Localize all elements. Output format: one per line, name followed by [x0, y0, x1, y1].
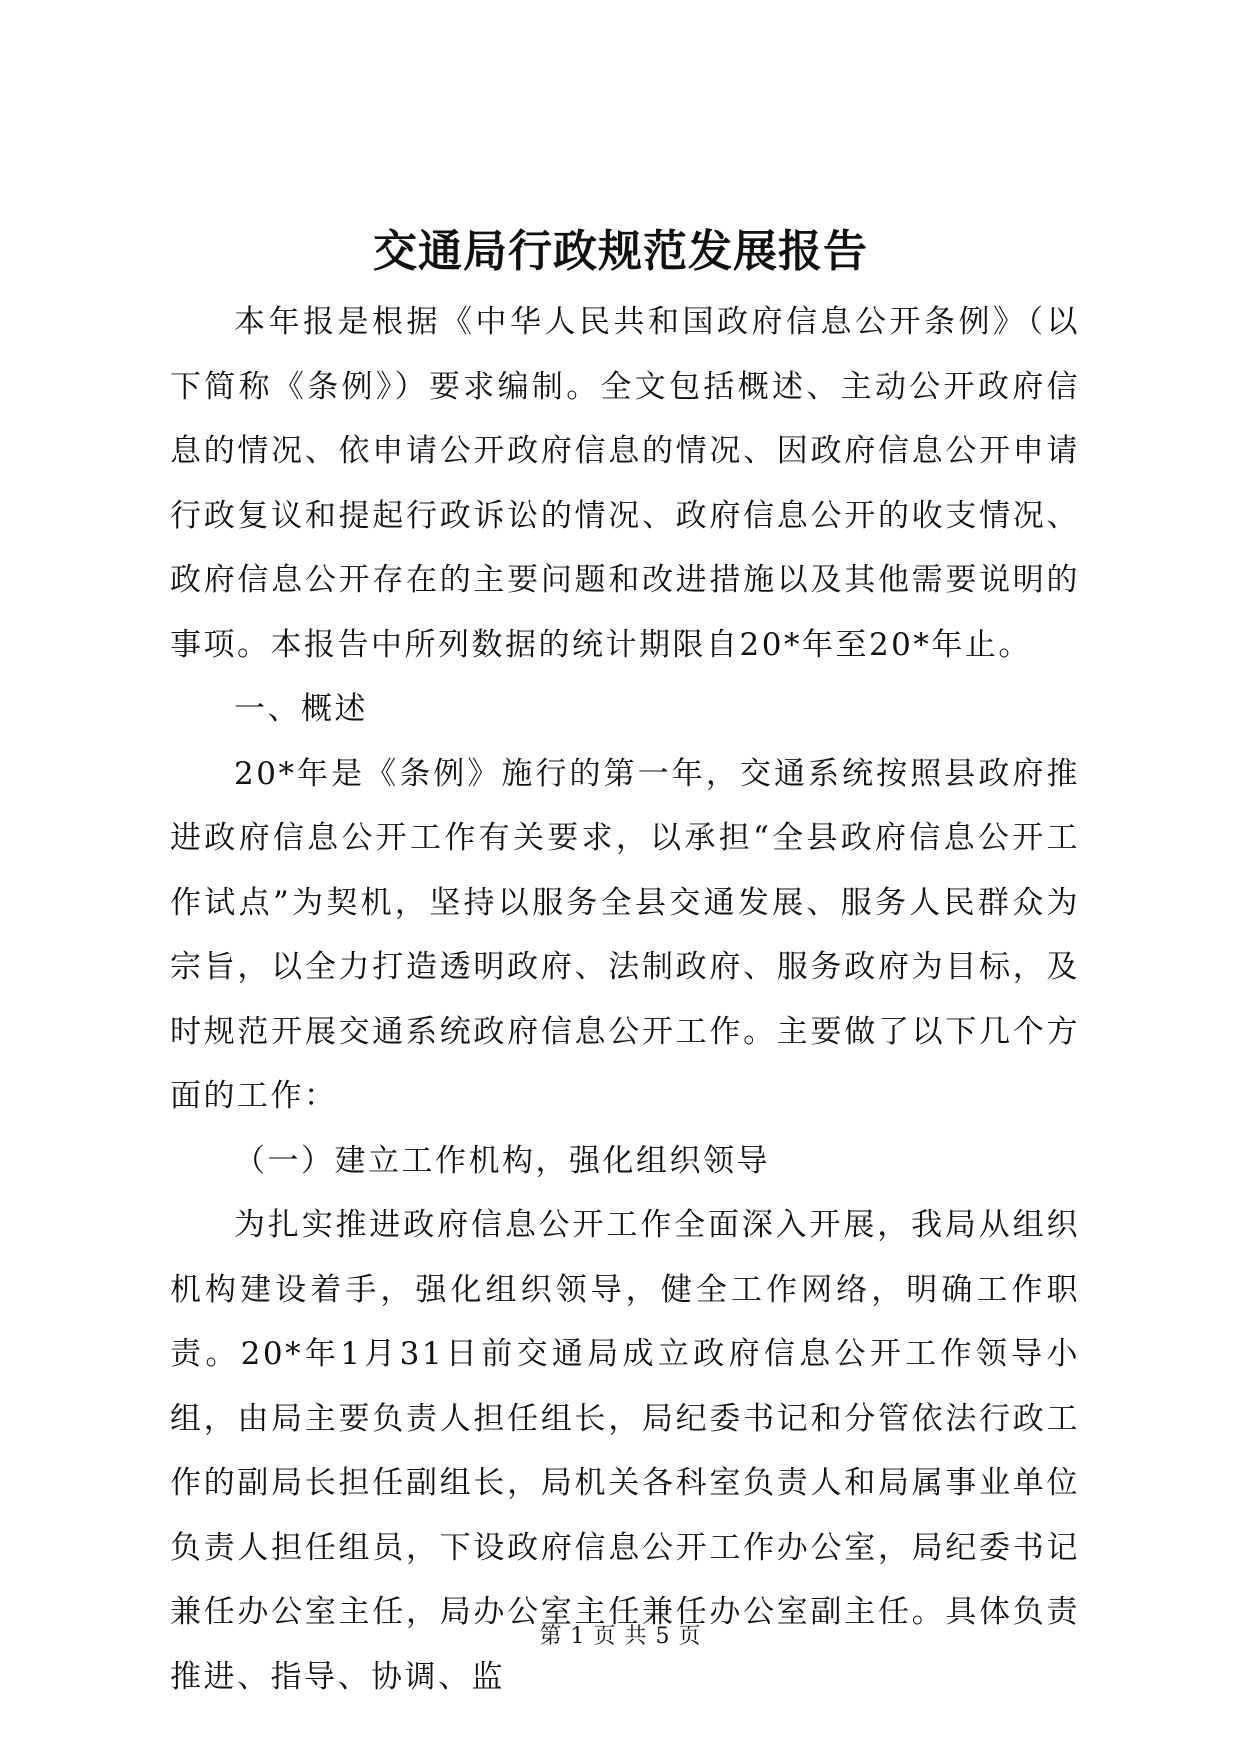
intro-paragraph: 本年报是根据《中华人民共和国政府信息公开条例》（以下简称《条例》）要求编制。全文包括概述、主动公开政府信息的情况、依申请公开政府信息的情况、因政府信息公开申请行政复议和提起行政诉讼的情况、政府信息公开的收支情况、政府信息公开存在的主要问题和改进措施以及其他需要说明的事项。本报告中所列数据的统计期限自20*年至20*年止。 — [170, 304, 1080, 663]
page-footer: 第 1 页 共 5 页 — [539, 1624, 702, 1649]
document-title: 交通局行政规范发展报告 — [373, 226, 868, 277]
document-body — [170, 290, 1080, 1709]
organization-paragraph: 为扎实推进政府信息公开工作全面深入开展，我局从组织机构建设着手，强化组织领导，健全工作网络，明确工作职责。20*年1月31日前交通局成立政府信息公开工作领导小组，由局主要负责人担任组长，局纪委书记和分管依法行政工作的副局长担任副组长，局机关各科室负责人和局属事业单位负责人担任组员，下设政府信息公开工作办公室，局纪委书记兼任办公室主任，局办公室主任兼任办公室副主任。具体负责推进、指导、协调、监 — [170, 1207, 1080, 1695]
section-heading-overview: 一、概述 — [234, 691, 368, 727]
overview-paragraph: 20*年是《条例》施行的第一年，交通系统按照县政府推进政府信息公开工作有关要求，以承担“全县政府信息公开工作试点”为契机，坚持以服务全县交通发展、服务人民群众为宗旨，以全力打造透明政府、法制政府、服务政府为目标，及时规范开展交通系统政府信息公开工作。主要做了以下几个方面的工作： — [170, 755, 1080, 1114]
subsection-heading-organization: （一）建立工作机构，强化组织领导 — [234, 1142, 770, 1179]
